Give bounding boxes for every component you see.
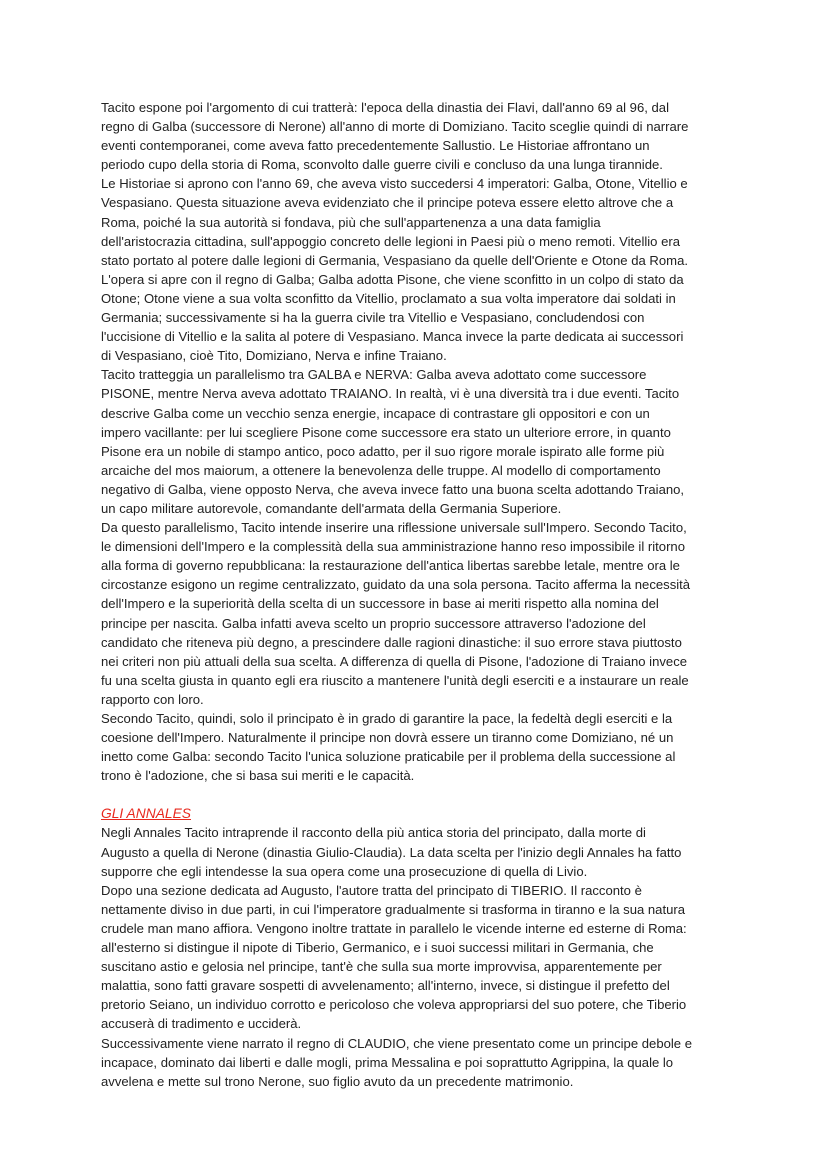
paragraph-impero-reflection: Da questo parallelismo, Tacito intende inserire una riflessione universale sull'Impero. Secondo Tacito, le dimensioni dell'Impero e la complessità della sua amministrazione hanno reso impossibile il ritorno alla forma di governo repubblicana: la restaurazione dell'antica libertas sarebbe letale, mentre ora le circostanze esigono un regime centralizzato, guidato da una sola persona. Tacito afferma la necessità dell'Impero e la superiorità della scelta di un successore in base ai meriti rispetto alla nomina del principe per nascita. Galba infatti aveva scelto un proprio successore attraverso l'adozione del candidato che riteneva più degno, a prescindere dalle ragioni dinastiche: il suo errore stava piuttosto nei criteri non più attuali della sua scelta. A differenza di quella di Pisone, l'adozione di Traiano invece fu una scelta giusta in quanto egli era riuscito a mantenere l'unità degli eserciti e a instaurare un reale rapporto con loro. — [101, 520, 691, 707]
paragraph-galba-nerva: Tacito tratteggia un parallelismo tra GALBA e NERVA: Galba aveva adottato come successore PISONE, mentre Nerva aveva adottato TRAIANO. In realtà, vi è una diversità tra i due eventi. Tacito descrive Galba come un vecchio senza energie, incapace di contrastare gli oppositori e con un impero vacillante: per lui scegliere Pisone come successore era stato un ulteriore errore, in quanto Pisone era un nobile di stampo antico, poco adatto, per il suo rigore morale ispirato alle forme più arcaiche del mos maiorum, a ottenere la benevolenza delle truppe. Al modello di comportamento negativo di Galba, viene opposto Nerva, che aveva invece fatto una buona scelta adottando Traiano, un capo militare autorevole, comandante dell'armata della Germania Superiore. — [101, 367, 685, 516]
paragraph-annales-intro: Negli Annales Tacito intraprende il racconto della più antica storia del principato, dalla morte di Augusto a quella di Nerone (dinastia Giulio-Claudia). La data scelta per l'inizio degli Annales ha fatto supporre che egli intendesse la sua opera come una prosecuzione di quella di Livio. — [101, 825, 682, 879]
document-page — [101, 98, 741, 1091]
paragraph-tiberio: Dopo una sezione dedicata ad Augusto, l'autore tratta del principato di TIBERIO. Il racconto è nettamente diviso in due parti, in cui l'imperatore gradualmente si trasforma in tiranno e la sua natura crudele man mano affiora. Vengono inoltre trattate in parallelo le vicende interne ed esterne di Roma: all'esterno si distingue il nipote di Tiberio, Germanico, e i suoi successi militari in Germania, che suscitano astio e gelosia nel principe, tant'è che sulla sua morte improvvisa, apparentemente per malattia, sono fatti gravare sospetti di avvelenamento; all'interno, invece, si distingue il prefetto del pretorio Seiano, un individuo corrotto e pericoloso che voleva appropriarsi del suo potere, che Tiberio accuserà di tradimento e ucciderà. — [101, 882, 687, 1032]
section-heading-annales: GLI ANNALES — [101, 806, 191, 822]
paragraph-claudio: Successivamente viene narrato il regno di CLAUDIO, che viene presentato come un principe debole e incapace, dominato dai liberti e dalle mogli, prima Messalina e poi soprattutto Agrippina, la quale lo avvelena e mette sul trono Nerone, suo figlio avuto da un precedente matrimonio. — [101, 1035, 693, 1089]
paragraph-year-69: Le Historiae si aprono con l'anno 69, che aveva visto succedersi 4 imperatori: Galba, Otone, Vitellio e Vespasiano. Questa situazione aveva evidenziato che il principe poteva essere eletto altrove che a Roma, poiché la sua autorità si fondava, più che sull'appartenenza a una data famiglia dell'aristocrazia cittadina, sull'appoggio concreto delle legioni in Paesi più o meno remoti. Vitellio era stato portato al potere dalle legioni di Germania, Vespasiano da quelle dell'Oriente e Otone da Roma. L'opera si apre con il regno di Galba; Galba adotta Pisone, che viene sconfitto in un colpo di stato da Otone; Otone viene a sua volta sconfitto da Vitellio, proclamato a sua volta imperatore dai soldati in Germania; successivamente si ha la guerra civile tra Vitellio e Vespasiano, concludendosi con l'uccisione di Vitellio e la salita al potere di Vespasiano. Manca invece la parte dedicata ai successori di Vespasiano, cioè Tito, Domiziano, Nerva e infine Traiano. — [101, 176, 688, 364]
paragraph-historiae-intro: Tacito espone poi l'argomento di cui tratterà: l'epoca della dinastia dei Flavi, dall'anno 69 al 96, dal regno di Galba (successore di Nerone) all'anno di morte di Domiziano. Tacito sceglie quindi di narrare eventi contemporanei, come aveva fatto precedentemente Sallustio. Le Historiae affrontano un periodo cupo della storia di Roma, sconvolto dalle guerre civili e concluso da una lunga tirannide. — [101, 100, 689, 173]
section-spacer — [101, 785, 741, 804]
paragraph-principato: Secondo Tacito, quindi, solo il principato è in grado di garantire la pace, la fedeltà degli eserciti e la coesione dell'Impero. Naturalmente il principe non dovrà essere un tiranno come Domiziano, né un inetto come Galba: secondo Tacito l'unica soluzione praticabile per il problema della successione al trono è l'adozione, che si basa sui meriti e le capacità. — [101, 711, 676, 784]
